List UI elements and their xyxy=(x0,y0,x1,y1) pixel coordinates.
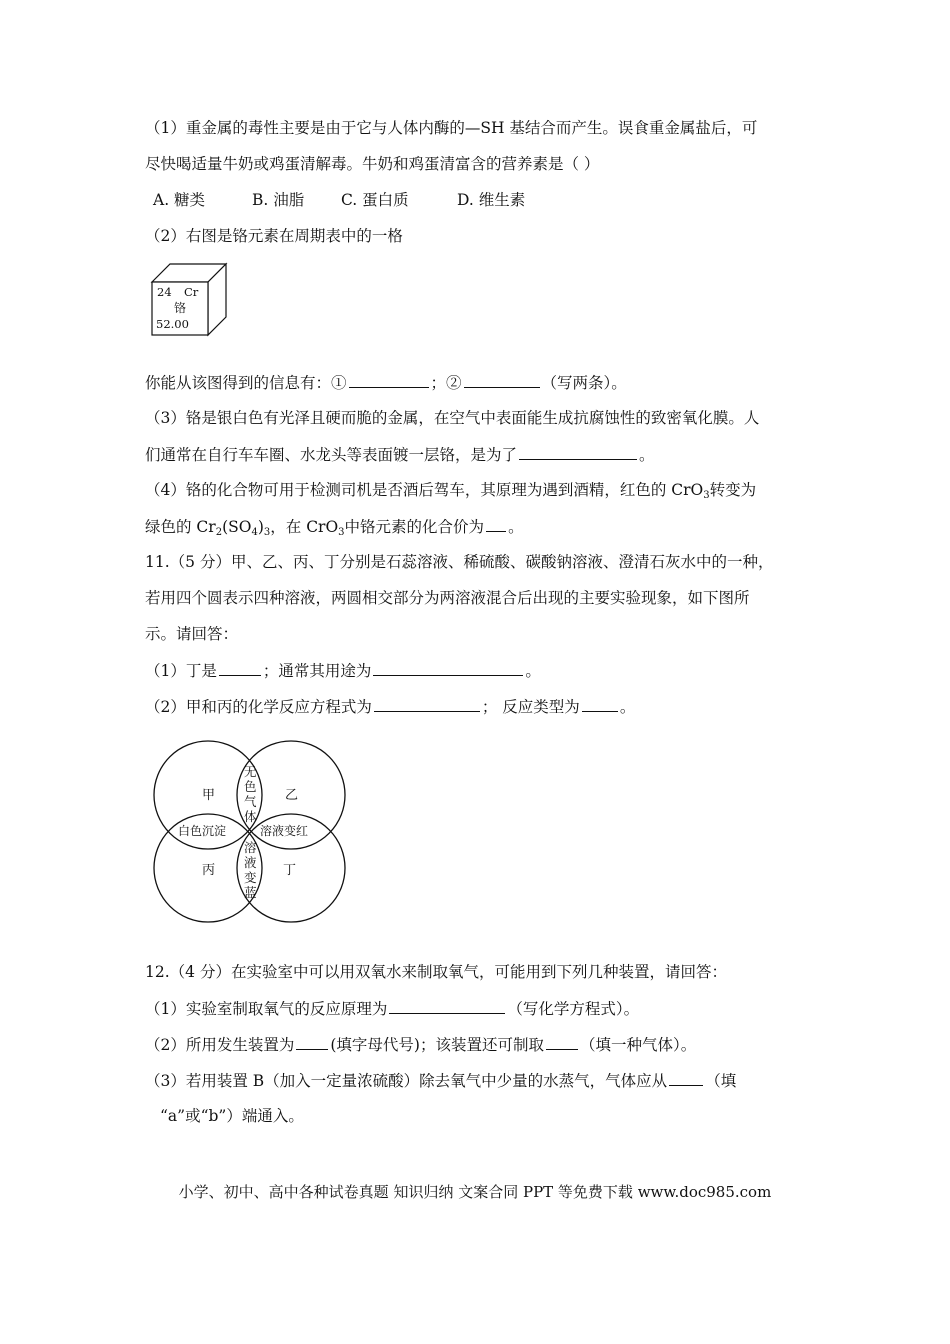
chromium-element-cube xyxy=(148,262,230,337)
venn-top-char: 无 xyxy=(244,764,257,779)
q10-options xyxy=(153,190,525,210)
q10-part2-answer: 你能从该图得到的信息有：① ；② （写两条）。 xyxy=(145,374,627,392)
q10-part2-text: （2）右图是铬元素在周期表中的一格 xyxy=(145,227,403,245)
q11-line3: 示。请回答： xyxy=(145,625,239,643)
answer-blank-4[interactable] xyxy=(486,516,506,532)
option-d: D. 维生素 xyxy=(457,191,526,209)
q10-part4-line2: 绿色的 $Cr_2(SO_4)_3$，在 CrO$_3$中铬元素的化合价为 。 xyxy=(145,518,524,538)
answer-blank-9[interactable] xyxy=(389,998,505,1014)
answer-blank-11[interactable] xyxy=(546,1034,578,1050)
q10-part3-line2: 们通常在自行车车圈、水龙头等表面镀一层铬，是为了 。 xyxy=(145,446,655,464)
q11-line2: 若用四个圆表示四种溶液，两圆相交部分为两溶液混合后出现的主要实验现象，如下图所 xyxy=(145,589,750,607)
answer-blank-5[interactable] xyxy=(219,660,261,676)
venn-label-yi: 乙 xyxy=(285,788,299,803)
q10-part1-line1: （1）重金属的毒性主要是由于它与人体内酶的—SH 基结合而产生。误食重金属盐后，可 xyxy=(145,119,758,137)
answer-blank-10[interactable] xyxy=(296,1034,328,1050)
answer-blank-6[interactable] xyxy=(373,660,523,676)
venn-bottom-char: 蓝 xyxy=(244,885,257,900)
page-footer: 小学、初中、高中各种试卷真题 知识归纳 文案合同 PPT 等免费下载 www.doc985.com xyxy=(178,1183,772,1201)
answer-blank-8[interactable] xyxy=(582,696,618,712)
option-b: B. 油脂 xyxy=(252,191,305,209)
q12-line1: 12.（4 分）在实验室中可以用双氧水来制取氧气，可能用到下列几种装置，请回答： xyxy=(145,963,727,981)
venn-label-jia: 甲 xyxy=(202,788,216,803)
q12-part2: （2）所用发生装置为 (填字母代号)；该装置还可制取 （填一种气体）。 xyxy=(145,1036,697,1054)
venn-bottom-char: 液 xyxy=(244,855,257,870)
q12-part1: （1）实验室制取氧气的反应原理为 （写化学方程式）。 xyxy=(145,1000,640,1018)
q11-part1: （1）丁是 ；通常其用途为 。 xyxy=(145,662,541,680)
venn-top-char: 气 xyxy=(244,794,257,809)
q10-part4-line1: （4）铬的化合物可用于检测司机是否酒后驾车，其原理为遇到酒精，红色的 CrO$_3$转变为 xyxy=(145,481,757,501)
venn-top-char: 色 xyxy=(244,779,257,794)
venn-top-char: 体 xyxy=(244,809,257,824)
q12-part3-line2: “a”或“b”）端通入。 xyxy=(160,1107,304,1125)
option-a: A. 糖类 xyxy=(153,191,206,209)
venn-right-overlap: 溶液变红 xyxy=(260,824,309,838)
venn-bottom-char: 溶 xyxy=(244,840,257,855)
q11-part2: （2）甲和丙的化学反应方程式为 ； 反应类型为 。 xyxy=(145,698,636,716)
venn-label-bing: 丙 xyxy=(202,863,216,878)
answer-blank-3[interactable] xyxy=(519,444,637,460)
answer-blank-12[interactable] xyxy=(669,1070,703,1086)
answer-blank-2[interactable] xyxy=(464,372,540,388)
venn-diagram xyxy=(150,728,350,930)
q11-line1: 11.（5 分）甲、乙、丙、丁分别是石蕊溶液、稀硫酸、碳酸钠溶液、澄清石灰水中的一种， xyxy=(145,553,774,571)
answer-blank-1[interactable] xyxy=(349,372,429,388)
element-name: 铬 xyxy=(174,301,187,315)
answer-blank-7[interactable] xyxy=(374,696,480,712)
option-c: C. 蛋白质 xyxy=(341,191,409,209)
venn-bottom-char: 变 xyxy=(244,870,257,885)
venn-label-ding: 丁 xyxy=(283,863,297,878)
q10-part1-line2: 尽快喝适量牛奶或鸡蛋清解毒。牛奶和鸡蛋清富含的营养素是（ ） xyxy=(145,155,600,173)
q12-part3: （3）若用装置 B（加入一定量浓硫酸）除去氧气中少量的水蒸气，气体应从 （填 xyxy=(145,1072,737,1090)
element-symbol: Cr xyxy=(184,285,199,299)
element-atomic-number: 24 xyxy=(157,285,172,299)
venn-left-overlap: 白色沉淀 xyxy=(178,824,227,838)
element-mass: 52.00 xyxy=(156,317,189,331)
q10-part3-line1: （3）铬是银白色有光泽且硬而脆的金属，在空气中表面能生成抗腐蚀性的致密氧化膜。人 xyxy=(145,409,760,427)
